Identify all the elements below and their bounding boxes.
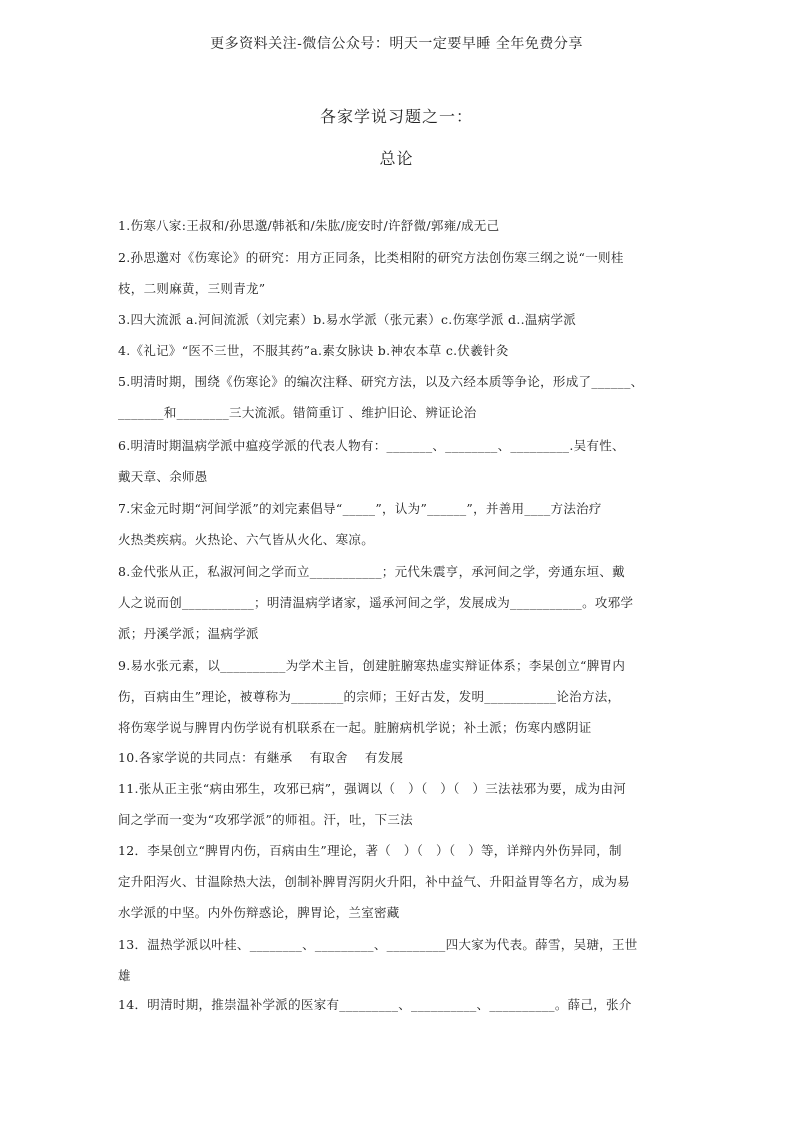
question-line: 13．温热学派以叶桂、________、_________、_________四大家为代表。薛雪，吴瑭，王世 xyxy=(118,937,638,952)
question-line: 伤，百病由生”理论，被尊称为________的宗师；王好古发，发明___________论治方法， xyxy=(118,689,621,704)
question-line: 7.宋金元时期“河间学派”的刘完素倡导“_____”，认为”______”，并善用____方法治疗 xyxy=(118,501,602,516)
question-line: 雄 xyxy=(118,968,131,983)
question-line: 派；丹溪学派；温病学派 xyxy=(118,626,259,641)
question-line: 枝，二则麻黄，三则青龙” xyxy=(118,281,266,296)
section-subtitle: 总论 xyxy=(379,149,414,168)
question-line: 2.孙思邈对《伤寒论》的研究：用方正同条，比类相附的研究方法创伤寒三纲之说“一则桂 xyxy=(118,250,624,265)
question-line: 10.各家学说的共同点：有継承 有取舍 有发展 xyxy=(118,750,404,765)
question-line: 4.《礼记》“医不三世，不服其药”a.素女脉诀 b.神农本草 c.伏羲针灸 xyxy=(118,343,509,358)
question-line: 3.四大流派 a.河间流派（刘完素）b.易水学派（张元素）c.伤寒学派 d..温病学派 xyxy=(118,312,577,327)
question-line: 11.张从正主张“病由邪生，攻邪已病”，强调以（ ）（ ）（ ）三法祛邪为要，成为由河 xyxy=(118,781,627,796)
question-line: 火热类疾病。火热论、六气皆从火化、寒凉。 xyxy=(118,532,375,547)
question-line: 定升阳泻火、甘温除热大法，创制补脾胃泻阴火升阳，补中益气、升阳益胃等名方，成为易 xyxy=(118,874,631,889)
question-line: 人之说而创___________；明清温病学诸家，遥承河间之学，发展成为___________。攻邪学 xyxy=(118,595,634,610)
question-line: _______和________三大流派。错简重订 、维护旧论、辨证论治 xyxy=(118,405,477,420)
question-line: 5.明清时期，围绕《伤寒论》的编次注释、研究方法，以及六经本质等争论，形成了______、 xyxy=(118,374,644,389)
question-line: 6.明清时期温病学派中瘟疫学派的代表人物有：_______、________、_________.吴有性、 xyxy=(118,438,625,453)
question-line: 12．李杲创立“脾胃内伤，百病由生”理论，著（ ）（ ）（ ）等，详辩内外伤异同，制 xyxy=(118,843,622,858)
question-line: 戴天章、余师愚 xyxy=(118,469,208,484)
page-header-banner: 更多资料关注-微信公众号：明天一定要早睡 全年免费分享 xyxy=(210,36,583,52)
document-title: 各家学说习题之一： xyxy=(319,107,473,126)
question-line: 8.金代张从正，私淑河间之学而立___________；元代朱震亨，承河间之学，旁通东垣、戴 xyxy=(118,564,625,579)
question-line: 水学派的中坚。内外伤辩惑论，脾胃论，兰室密藏 xyxy=(118,905,400,920)
question-line: 间之学而一变为“攻邪学派”的师祖。汗，吐，下三法 xyxy=(118,812,413,827)
question-line: 14．明清时期，推崇温补学派的医家有_________、__________、__________。薛己，张介 xyxy=(118,997,632,1012)
question-line: 9.易水张元素，以__________为学术主旨，创建脏腑寒热虚实辩证体系；李杲创立“脾胃内 xyxy=(118,658,626,673)
question-line: 1.伤寒八家:王叔和/孙思邈/韩祇和/朱肱/庞安时/许舒微/郭雍/成无己 xyxy=(118,218,500,233)
question-line: 将伤寒学说与脾胃内伤学说有机联系在一起。脏腑病机学说；补土派；伤寒内感阴证 xyxy=(118,720,592,735)
